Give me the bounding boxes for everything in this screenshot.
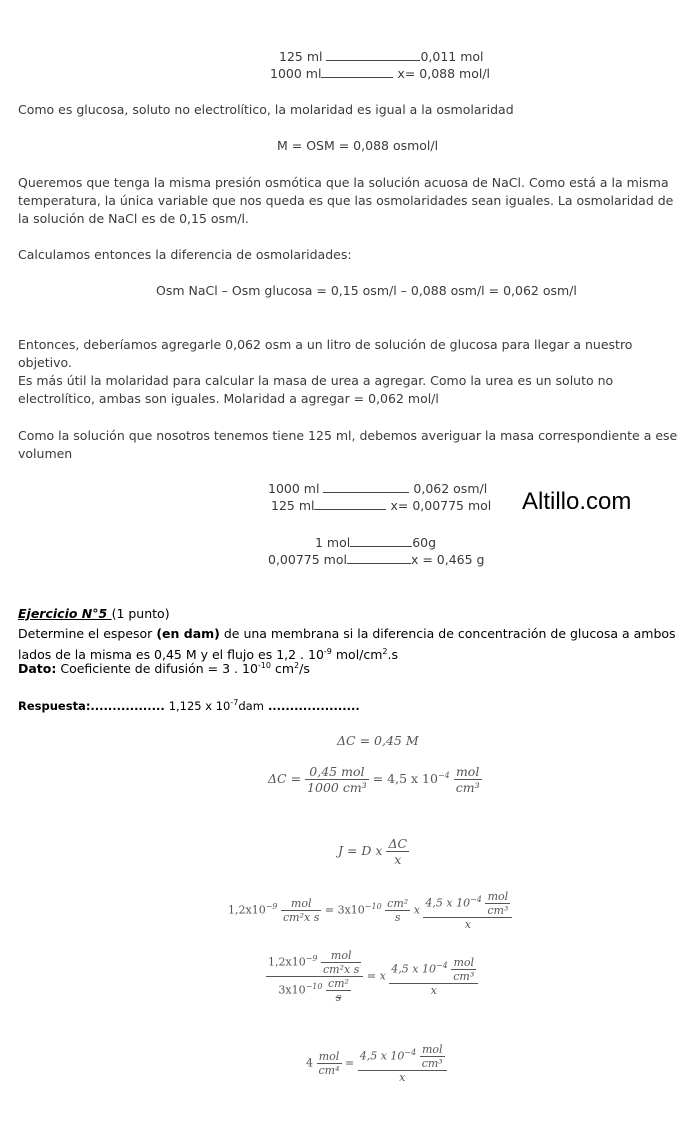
altillo-logo: Altillo.com	[522, 488, 632, 515]
equation-osmolaridad: M = OSM = 0,088 osmol/l	[277, 138, 439, 153]
math-delta-c: ΔC = 0,45 M	[337, 733, 419, 748]
rule3-line-2: 0,00775 mol x = 0,465 g	[268, 552, 485, 567]
math-rearranged: $1,2x10^{-9}$ $\frac{\text{mol}}{\text{cm²x s}}$ $3x10^{-10}$ $\frac{\text{cm²}}{s}$ = x 4,5 x $10^{-4}$ $\frac{\text{mol}}{\text{cm³}}$ x	[266, 949, 478, 1004]
rule-line-2: 1000 ml x= 0,088 mol/l	[270, 66, 491, 81]
paragraph-glucosa: Como es glucosa, soluto no electrolítico, la molaridad es igual a la osmolaridad	[18, 102, 514, 117]
exercise-respuesta: Respuesta:................. 1,125 x $10^{-7}dam$ .....................	[18, 698, 360, 713]
exercise-dato: Dato: Coeficiente de difusión = 3 . $10^{-10}$ $cm^2/s$	[18, 661, 310, 677]
math-result: 4 $\frac{\text{mol}}{\text{cm⁴}}$ = 4,5 x $10^{-4}$ $\frac{\text{mol}}{\text{cm³}}$ x	[306, 1043, 447, 1084]
exercise-title: Ejercicio N°5	[18, 606, 112, 621]
exercise-question: Determine el espesor (en dam) de una membrana si la diferencia de concentración de glucosa a ambos lados de la misma es 0,45 M y el flujo es 1,2 . $10^{-9}$ mol/$cm^2.s$	[18, 626, 676, 663]
rule2-line-2: 125 ml x= 0,00775 mol	[271, 498, 492, 513]
paragraph-agregar: Entonces, deberíamos agregarle 0,062 osm a un litro de solución de glucosa para llegar a nuestro objetivo.	[18, 337, 633, 370]
exercise-heading: Ejercicio N°5 (1 punto)	[18, 606, 170, 621]
equation-diferencia: Osm NaCl – Osm glucosa = 0,15 osm/l – 0,088 osm/l = 0,062 osm/l	[156, 283, 577, 298]
rule2-line-1: 1000 ml 0,062 osm/l	[268, 481, 488, 496]
rule3-line-1: 1 mol 60g	[315, 535, 437, 550]
paragraph-volumen: Como la solución que nosotros tenemos tiene 125 ml, debemos averiguar la masa correspondiente a ese volumen	[18, 428, 678, 461]
paragraph-calculo: Calculamos entonces la diferencia de osmolaridades:	[18, 247, 352, 262]
math-fick-law: J = D x $\frac{\Delta C}{x}$	[338, 836, 408, 867]
paragraph-presion: Queremos que tenga la misma presión osmótica que la solución acuosa de NaCl. Como está a la misma temperatura, la única variable que nos queda es que las osmolaridades sean iguales. La osmolaridad de la solución de NaCl es de 0,15 osm/l.	[18, 175, 674, 226]
math-substitution: $1,2x10^{-9}$ $\frac{\text{mol}}{\text{cm²x s}}$ = $3x10^{-10}$ $\frac{\text{cm²}}{s}$ x 4,5 x $10^{-4}$ $\frac{\text{mol}}{\text{cm³}}$ x	[228, 890, 512, 931]
rule-line-1: 125 ml 0,011 mol	[279, 49, 484, 64]
paragraph-urea: Es más útil la molaridad para calcular la masa de urea a agregar. Como la urea es un soluto no electrolítico, ambas son iguales. Molaridad a agregar = 0,062 mol/l	[18, 373, 614, 406]
math-concentration: ΔC = $\frac{\text{0,45 mol}}{\text{1000 cm³}}$ = 4,5 x $10^{-4}$ $\frac{\text{mol}}{\text{cm³}}$	[268, 764, 480, 795]
